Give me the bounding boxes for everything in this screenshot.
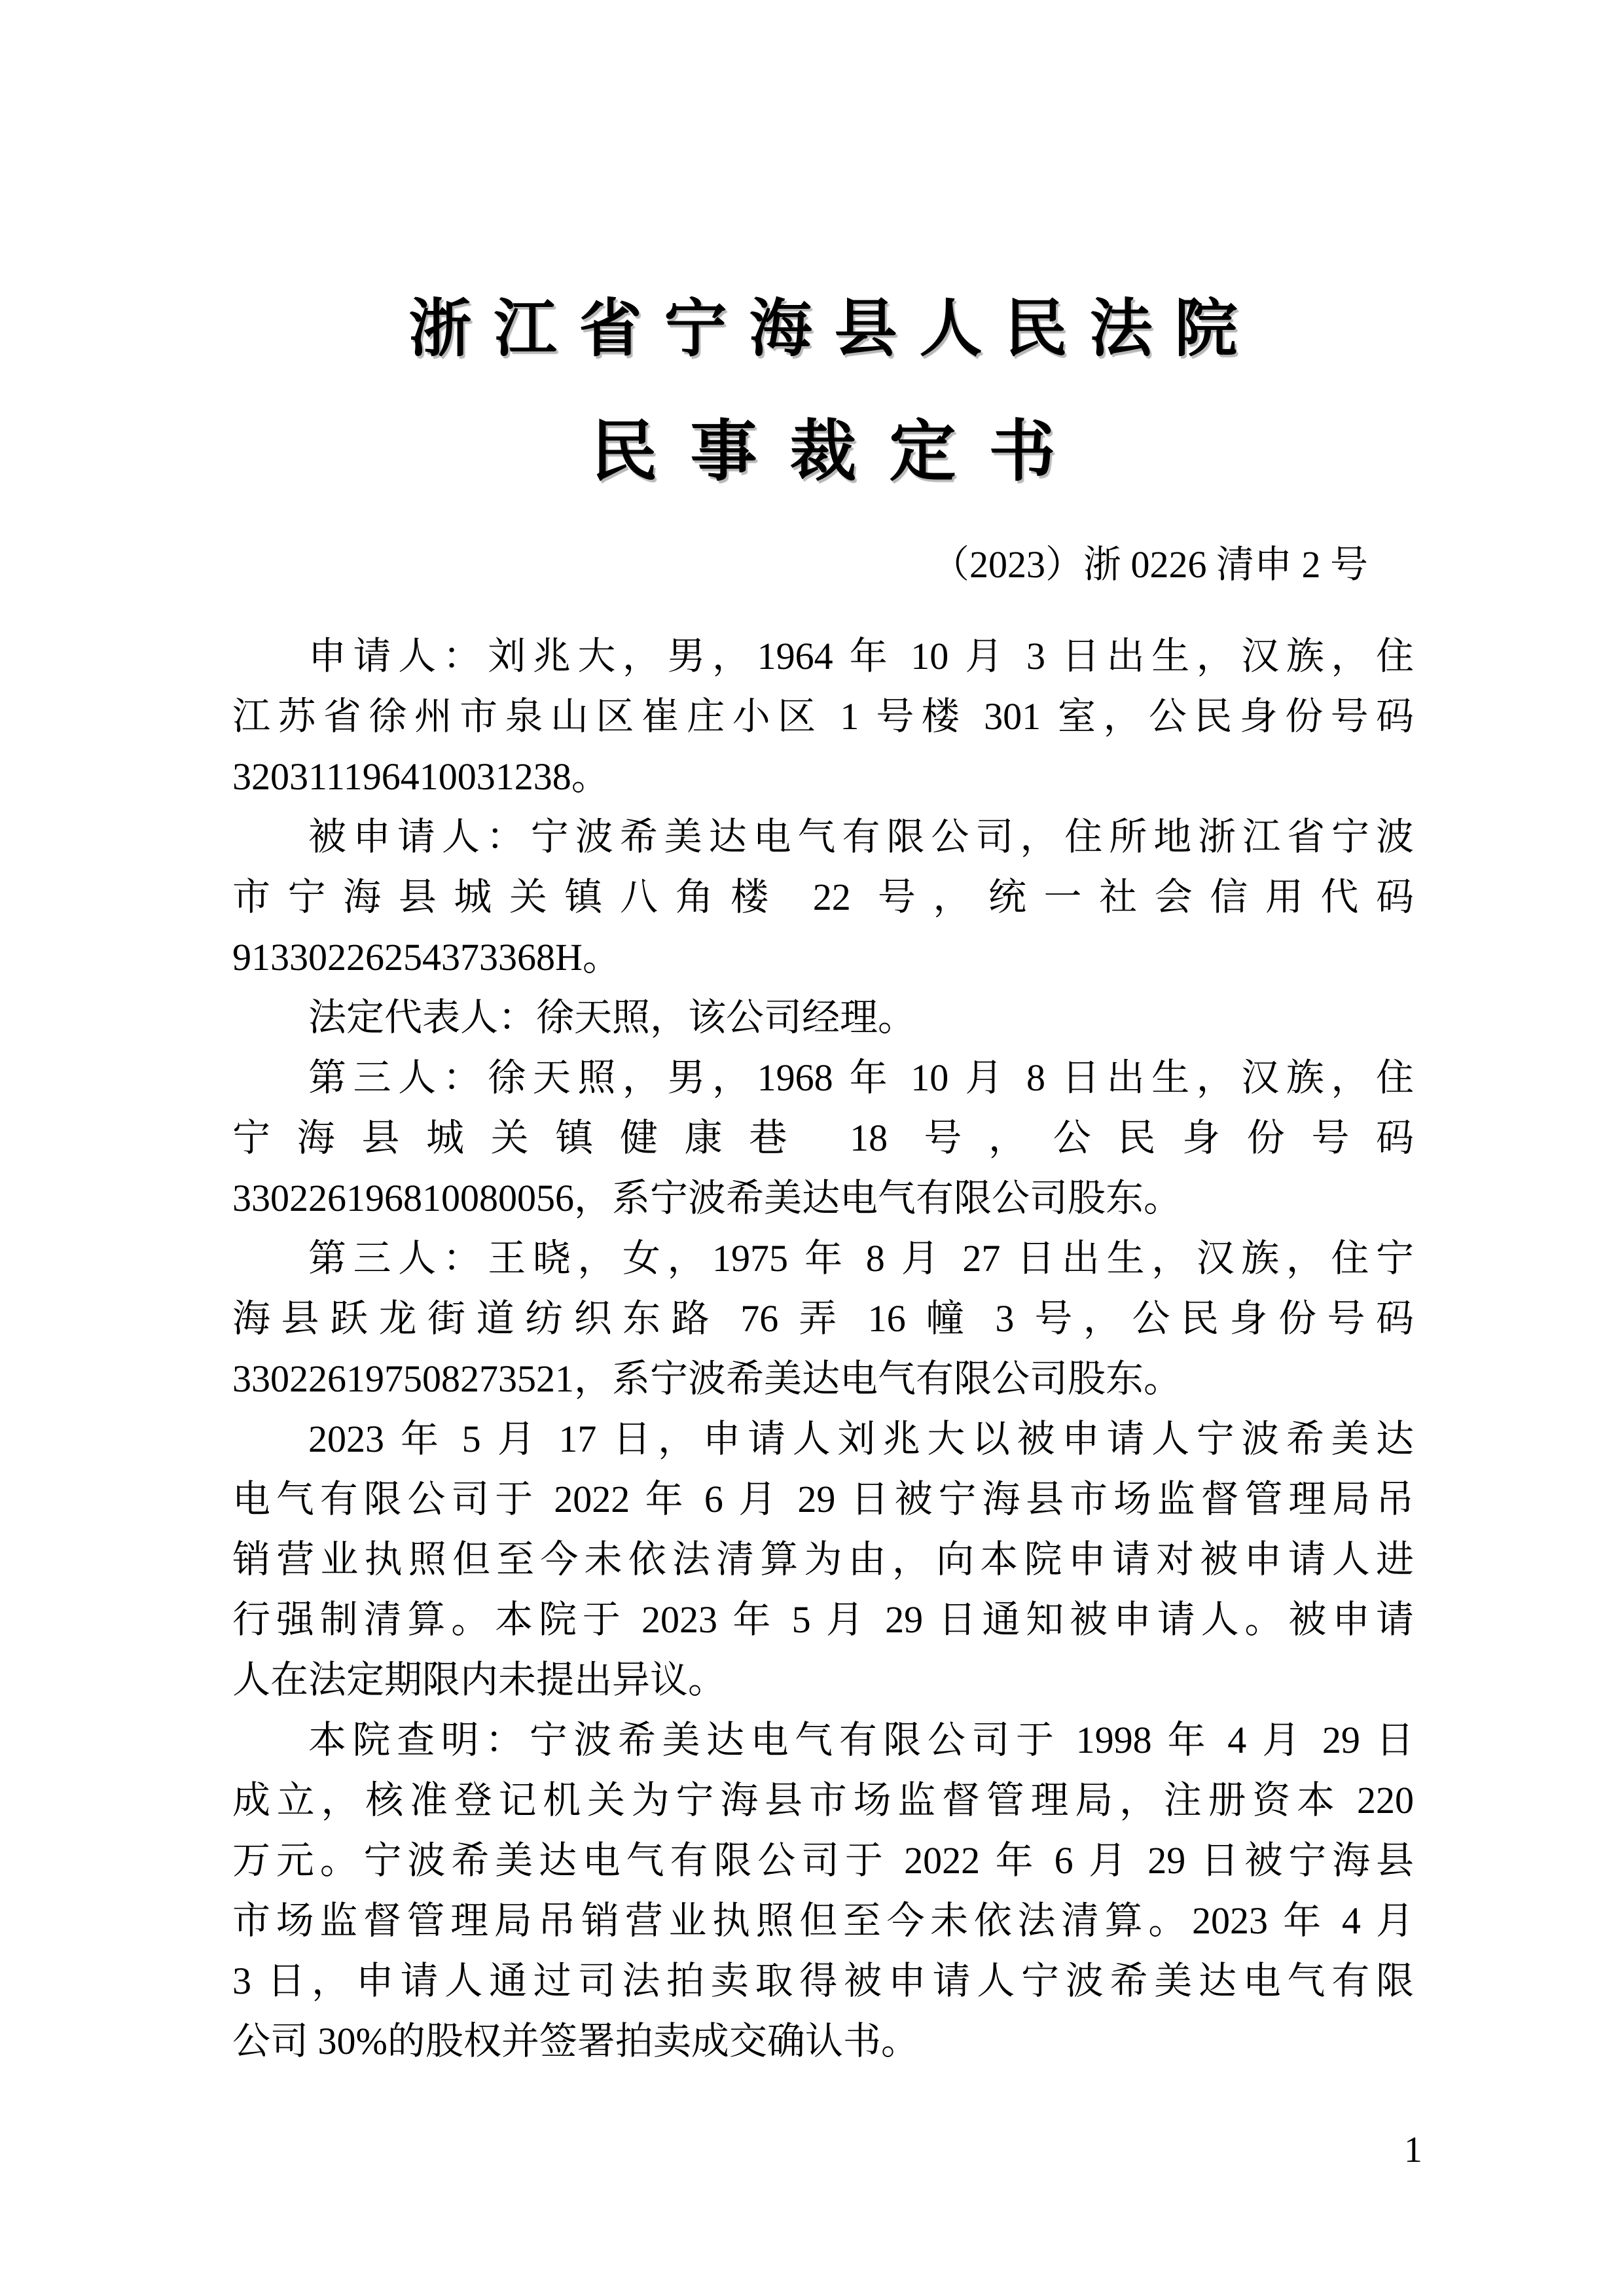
body-line: 行强制清算。本院于 2023 年 5 月 29 日通知被申请人。被申请 (232, 1598, 1414, 1641)
body-line: 江苏省徐州市泉山区崔庄小区 1 号楼 301 室，公民身份号码 (232, 695, 1414, 738)
body-line: 320311196410031238。 (232, 755, 609, 798)
document-body (232, 626, 1414, 2072)
body-line: 市场监督管理局吊销营业执照但至今未依法清算。2023 年 4 月 (232, 1899, 1414, 1942)
body-line: 第三人：王晓，女，1975 年 8 月 27 日出生，汉族，住宁 (308, 1237, 1414, 1280)
body-line: 成立，核准登记机关为宁海县市场监督管理局，注册资本 220 (232, 1779, 1414, 1821)
body-line: 被申请人：宁波希美达电气有限公司，住所地浙江省宁波 (308, 816, 1414, 858)
body-line: 电气有限公司于 2022 年 6 月 29 日被宁海县市场监督管理局吊 (232, 1478, 1414, 1520)
body-line: 公司 30%的股权并签署拍卖成交确认书。 (232, 2020, 919, 2062)
document-content (232, 0, 1414, 2072)
body-line: 330226197508273521，系宁波希美达电气有限公司股东。 (232, 1357, 1182, 1400)
body-line: 万元。宁波希美达电气有限公司于 2022 年 6 月 29 日被宁海县 (232, 1839, 1414, 1882)
doc-type-title: 民事裁定书 (590, 416, 1089, 490)
case-number: （2023）浙 0226 清申 2 号 (931, 543, 1368, 586)
body-line: 人在法定期限内未提出异议。 (232, 1659, 727, 1701)
court-name-title: 浙江省宁海县人民法院 (408, 294, 1260, 364)
body-line: 2023 年 5 月 17 日，申请人刘兆大以被申请人宁波希美达 (308, 1418, 1414, 1460)
body-line: 海县跃龙街道纺织东路 76 弄 16 幢 3 号，公民身份号码 (232, 1297, 1414, 1340)
body-line: 宁海县城关镇健康巷 18 号，公民身份号码 (232, 1117, 1414, 1159)
body-line: 本院查明：宁波希美达电气有限公司于 1998 年 4 月 29 日 (308, 1719, 1414, 1761)
body-line: 申请人：刘兆大，男，1964 年 10 月 3 日出生，汉族，住 (308, 635, 1414, 677)
body-line: 法定代表人：徐天照，该公司经理。 (308, 996, 916, 1039)
body-line: 销营业执照但至今未依法清算为由，向本院申请对被申请人进 (232, 1538, 1414, 1581)
body-line: 市宁海县城关镇八角楼 22 号，统一社会信用代码 (232, 876, 1414, 918)
body-line: 第三人：徐天照，男，1968 年 10 月 8 日出生，汉族，住 (308, 1056, 1414, 1099)
body-line: 3 日，申请人通过司法拍卖取得被申请人宁波希美达电气有限 (232, 1960, 1414, 2002)
page-number: 1 (1404, 2130, 1422, 2170)
body-line: 91330226254373368H。 (232, 936, 621, 978)
body-line: 330226196810080056，系宁波希美达电气有限公司股东。 (232, 1177, 1182, 1219)
